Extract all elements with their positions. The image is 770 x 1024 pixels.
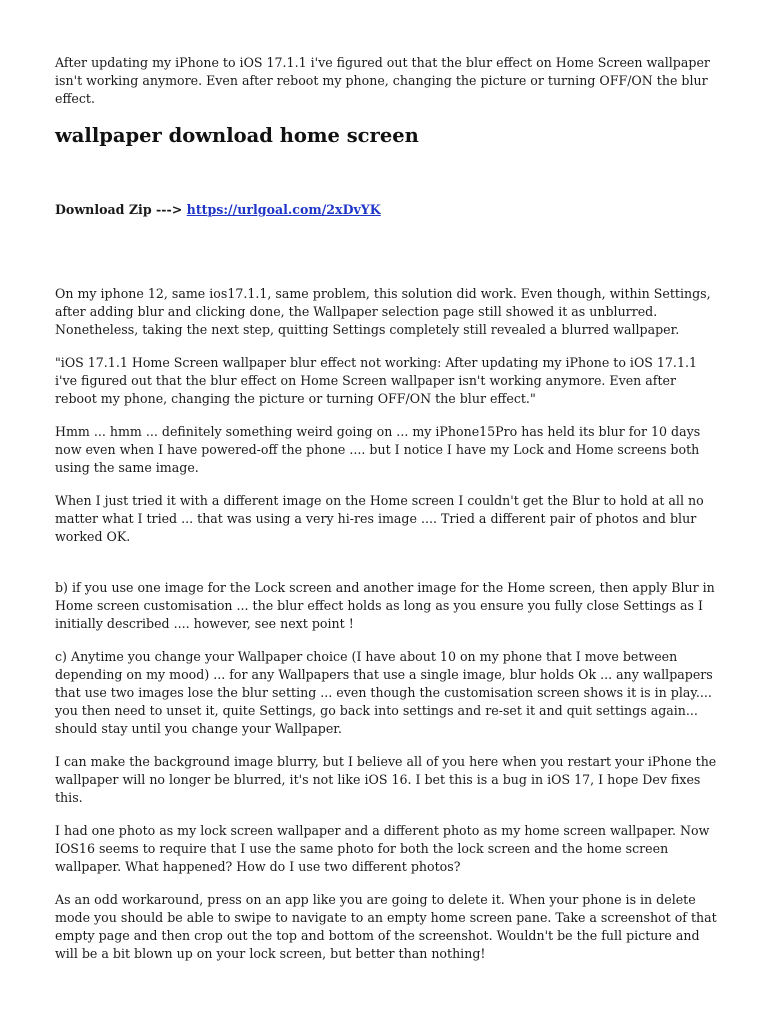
body-paragraph-9: As an odd workaround, press on an app like you are going to delete it. When your phone is in delete mode you should be able to swipe to navigate to an empty home screen pane. Take a screenshot of that empty page and then crop out the top and bottom of the screenshot. Wouldn't be the full picture and will be a bit blown up on your lock screen, but better than nothing!: [55, 892, 717, 961]
download-line: [55, 201, 720, 219]
download-label: Download Zip --->: [55, 202, 183, 217]
page-title: wallpaper download home screen: [55, 124, 419, 147]
body-paragraph-3: Hmm ... hmm ... definitely something weird going on ... my iPhone15Pro has held its blur for 10 days now even when I have powered-off the phone .... but I notice I have my Lock and Home screens both using the same image.: [55, 424, 701, 475]
body-paragraph-1: On my iphone 12, same ios17.1.1, same problem, this solution did work. Even though, within Settings, after adding blur and clicking done, the Wallpaper selection page still showed it as unblurred. Nonetheless, taking the next step, quitting Settings completely still revealed a blurred wallpaper.: [55, 286, 711, 337]
body-paragraph-6: c) Anytime you change your Wallpaper choice (I have about 10 on my phone that I move between depending on my mood) ... for any Wallpapers that use a single image, blur holds Ok ... any wallpapers that use two images lose the blur setting ... even though the customisation screen shows it is in play.... you then need to unset it, quite Settings, go back into settings and re-set it and quit settings again... should stay until you change your Wallpaper.: [55, 649, 713, 736]
body-paragraph-8: I had one photo as my lock screen wallpaper and a different photo as my home screen wallpaper. Now IOS16 seems to require that I use the same photo for both the lock screen and the home screen wallpaper. What happened? How do I use two different photos?: [55, 823, 710, 874]
body-paragraph-7: I can make the background image blurry, but I believe all of you here when you restart your iPhone the wallpaper will no longer be blurred, it's not like iOS 16. I bet this is a bug in iOS 17, I hope Dev fixes this.: [55, 754, 717, 805]
intro-paragraph: After updating my iPhone to iOS 17.1.1 i've figured out that the blur effect on Home Screen wallpaper isn't working anymore. Even after reboot my phone, changing the picture or turning OFF/ON the blur effect.: [55, 55, 710, 106]
document-page: [55, 54, 720, 963]
download-link[interactable]: https://urlgoal.com/2xDvYK: [186, 202, 381, 217]
body-paragraph-4: When I just tried it with a different image on the Home screen I couldn't get the Blur to hold at all no matter what I tried ... that was using a very hi-res image .... Tried a different pair of photos and blur worked OK.: [55, 493, 704, 544]
body-paragraph-5: b) if you use one image for the Lock screen and another image for the Home screen, then apply Blur in Home screen customisation ... the blur effect holds as long as you ensure you fully close Settings as I initially described .... however, see next point !: [55, 580, 715, 631]
body-paragraph-2: "iOS 17.1.1 Home Screen wallpaper blur effect not working: After updating my iPhone to iOS 17.1.1 i've figured out that the blur effect on Home Screen wallpaper isn't working anymore. Even after reboot my phone, changing the picture or turning OFF/ON the blur effect.": [55, 355, 697, 406]
